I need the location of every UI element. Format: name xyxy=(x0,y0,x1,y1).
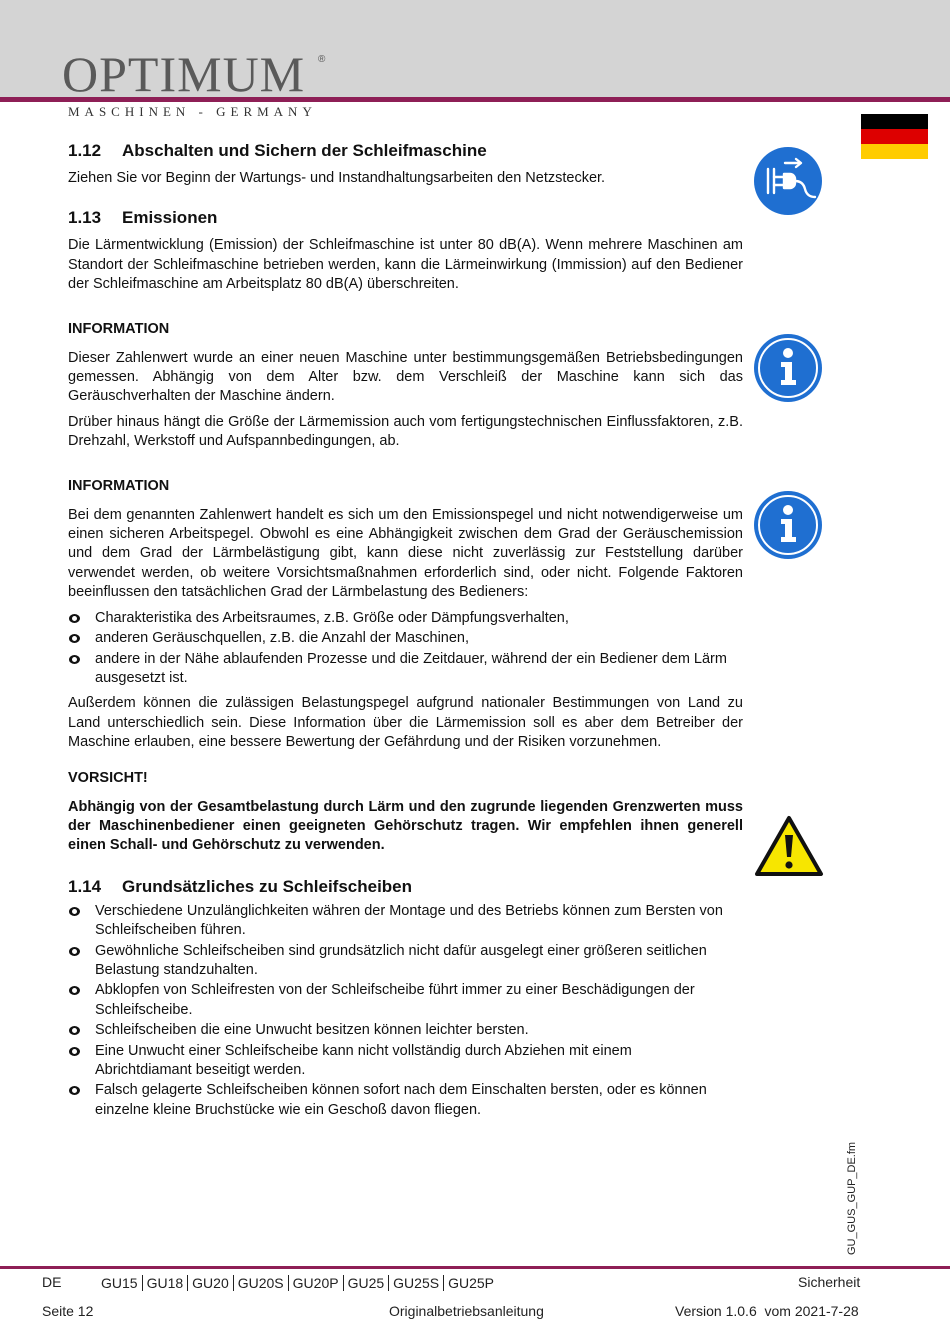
paragraph: Ziehen Sie vor Beginn der Wartungs- und Instandhaltungsarbeiten den Netzstecker. xyxy=(68,170,606,186)
brand-logo: OPTIMUM xyxy=(62,46,306,102)
bullet-list xyxy=(68,902,728,1120)
model-label: GU20S xyxy=(234,1275,289,1291)
paragraph: Außerdem können die zulässigen Belastungspegel aufgrund nationaler Bestimmungen von Land zu Land unterschiedlich sein. Diese Information über die Lärmemission soll es aber dem Betreiber der Maschine erlauben, eine bessere Bewertung der Gefährdung und der Risiken vorzunehmen. xyxy=(68,695,743,751)
model-label: GU25 xyxy=(344,1275,390,1291)
section-heading-1-13: 1.13 Emissionen xyxy=(68,208,218,228)
info-icon xyxy=(754,334,822,402)
document-type: Originalbetriebsanleitung xyxy=(389,1303,544,1319)
information-label: INFORMATION xyxy=(68,320,170,337)
list-item: anderen Geräuschquellen, z.B. die Anzahl der Maschinen, xyxy=(68,629,743,648)
caution-label: VORSICHT! xyxy=(68,769,148,786)
model-list xyxy=(97,1275,498,1291)
info-icon xyxy=(754,491,822,559)
paragraph: Bei dem genannten Zahlenwert handelt es sich um den Emissionspegel und nicht notwendigerweise um einen sicheren Arbeitspegel. Obwohl es eine Abhängigkeit zwischen dem Grad der Geräuschemission und dem Grad der Lärmbelästigung gibt, kann diese nicht zuverlässig zur Feststellung darüber verwendet werden, ob weitere Vorsichtsmaßnahmen erforderlich sind, oder nicht. Folgende Faktoren beeinflussen den tatsächlichen Grad der Lärmbelastung des Bedieners: xyxy=(68,506,743,601)
file-name-label: GU_GUS_GUP_DE.fm xyxy=(846,1141,858,1255)
paragraph: Drüber hinaus hängt die Größe der Lärmemission auch vom fertigungstechnischen Einflussfaktoren, z.B. Drehzahl, Werkstoff und Aufspannbedingungen, ab. xyxy=(68,413,743,450)
list-item: Falsch gelagerte Schleifscheiben können sofort nach dem Einschalten bersten, oder es können einzelne kleine Bruchstücke wie ein Geschoß davon fliegen. xyxy=(68,1081,728,1120)
model-label: GU18 xyxy=(143,1275,189,1291)
list-item: Eine Unwucht einer Schleifscheibe kann nicht vollständig durch Abziehen mit einem Abrichtdiamant beseitigt werden. xyxy=(68,1042,728,1081)
information-label: INFORMATION xyxy=(68,477,170,494)
footer-rule xyxy=(0,1266,950,1269)
page-header xyxy=(0,0,950,128)
caution-text: Abhängig von der Gesamtbelastung durch Lärm und den zugrunde liegenden Grenzwerten muss der Maschinenbediener einen geeigneten Gehörschutz tragen. Wir empfehlen ihnen generell einen Schall- und Gehörschutz zu verwenden. xyxy=(68,798,743,854)
main-content xyxy=(68,140,743,1120)
brand-tagline: MASCHINEN - GERMANY xyxy=(68,104,317,119)
version-info: Version 1.0.6 vom 2021-7-28 xyxy=(675,1303,859,1319)
list-item: Gewöhnliche Schleifscheiben sind grundsätzlich nicht dafür ausgelegt einer größeren seitlichen Belastung standzuhalten. xyxy=(68,942,728,981)
language-code: DE xyxy=(42,1274,62,1290)
list-item: Charakteristika des Arbeitsraumes, z.B. Größe oder Dämpfungsverhalten, xyxy=(68,609,743,628)
list-item: Schleifscheiben die eine Unwucht besitzen können leichter bersten. xyxy=(68,1021,728,1040)
model-label: GU25P xyxy=(448,1275,494,1291)
model-label: GU20P xyxy=(289,1275,344,1291)
model-label: GU15 xyxy=(97,1275,143,1291)
model-label: GU20 xyxy=(188,1275,234,1291)
bullet-list xyxy=(68,609,743,689)
section-heading-1-12: 1.12 Abschalten und Sichern der Schleifmaschine xyxy=(68,141,487,160)
list-item: andere in der Nähe ablaufenden Prozesse und die Zeitdauer, während der ein Bediener dem Lärm ausgesetzt ist. xyxy=(68,650,743,689)
registered-mark: ® xyxy=(318,54,326,65)
german-flag-icon xyxy=(861,114,928,159)
section-heading-1-14: 1.14 Grundsätzliches zu Schleifscheiben xyxy=(68,876,413,896)
paragraph: Dieser Zahlenwert wurde an einer neuen Maschine unter bestimmungsgemäßen Betriebsbedingungen gemessen. Abhängig von dem Alter bzw. dem Verschleiß der Maschine kann sich das Geräuschverhalten der Maschine ändern. xyxy=(68,349,743,405)
paragraph: Die Lärmentwicklung (Emission) der Schleifmaschine ist unter 80 dB(A). Wenn mehrere Maschinen am Standort der Schleifmaschine betrieben werden, kann die Lärmeinwirkung (Immission) auf den Bediener der Schleifmaschine am Arbeitsplatz 80 dB(A) überschreiten. xyxy=(68,237,743,293)
list-item: Verschiedene Unzulänglichkeiten währen der Montage und des Betriebs können zum Bersten von Schleifscheiben führen. xyxy=(68,902,728,941)
list-item: Abklopfen von Schleifresten von der Schleifscheibe führt immer zu einer Beschädigungen der Schleifscheibe. xyxy=(68,981,728,1020)
unplug-mandatory-icon xyxy=(754,147,822,215)
warning-triangle-icon xyxy=(754,815,824,877)
model-label: GU25S xyxy=(389,1275,444,1291)
section-name: Sicherheit xyxy=(798,1274,861,1290)
page-number: Seite 12 xyxy=(42,1303,94,1319)
